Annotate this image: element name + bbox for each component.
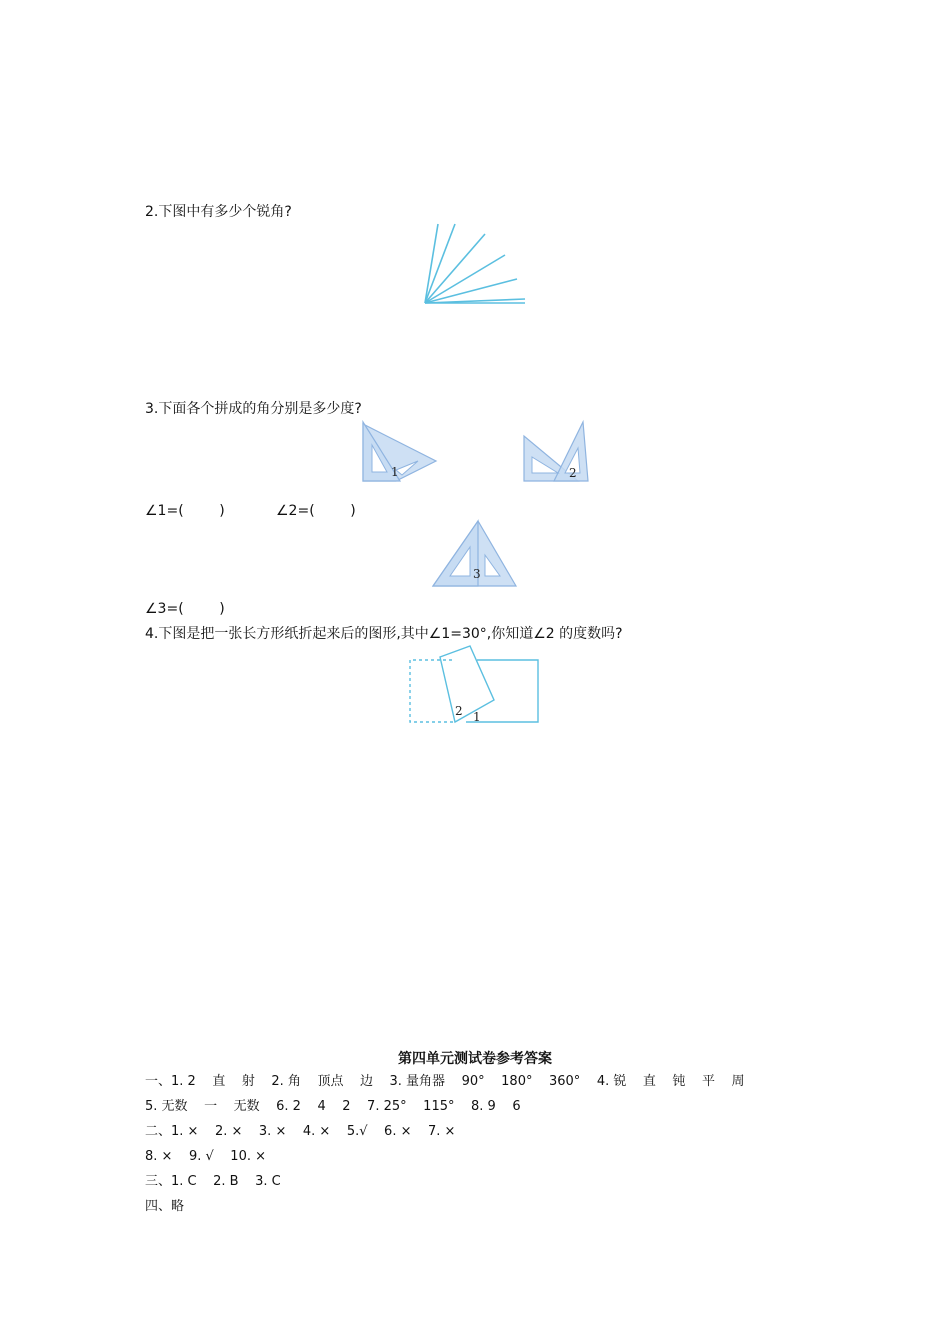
- angle-3-answer: ∠3=( ): [145, 601, 225, 617]
- acute-angles-figure: [420, 222, 530, 312]
- angle-1-answer: ∠1=( ): [145, 503, 225, 519]
- ray-4: [425, 255, 505, 303]
- answer-line: 8. × 9. √ 10. ×: [145, 1149, 267, 1164]
- angle-2-answer: ∠2=( ): [276, 503, 356, 519]
- answer-line: 5. 无数 一 无数 6. 2 4 2 7. 25° 115° 8. 9 6: [145, 1099, 521, 1114]
- set-squares-figure-2: [520, 420, 592, 484]
- fold-angle-label-2: 2: [455, 704, 463, 718]
- ray-2: [425, 224, 455, 303]
- answer-line: 一、1. 2 直 射 2. 角 顶点 边 3. 量角器 90° 180° 360° 4. 锐 直 钝 平 周: [145, 1074, 745, 1089]
- answer-line: 二、1. × 2. × 3. × 4. × 5.√ 6. × 7. ×: [145, 1124, 456, 1139]
- angle-label-1: 1: [391, 465, 399, 479]
- angle-label-3: 3: [473, 567, 481, 581]
- answer-line: 三、1. C 2. B 3. C: [145, 1174, 281, 1189]
- fold-angle-label-1: 1: [473, 710, 481, 724]
- question-4: 4.下图是把一张长方形纸折起来后的图形,其中∠1=30°,你知道∠2 的度数吗?: [145, 626, 623, 642]
- answer-line: 四、略: [145, 1199, 185, 1214]
- answer-key-title: 第四单元测试卷参考答案: [398, 1051, 552, 1067]
- set-squares-figure-3: [430, 518, 520, 590]
- question-2: 2.下图中有多少个锐角?: [145, 204, 292, 220]
- folded-flap: [440, 646, 494, 722]
- question-3: 3.下面各个拼成的角分别是多少度?: [145, 401, 362, 417]
- folded-paper-figure: [408, 644, 542, 726]
- set-squares-figure-1: [360, 420, 440, 484]
- angle-label-2: 2: [569, 466, 577, 480]
